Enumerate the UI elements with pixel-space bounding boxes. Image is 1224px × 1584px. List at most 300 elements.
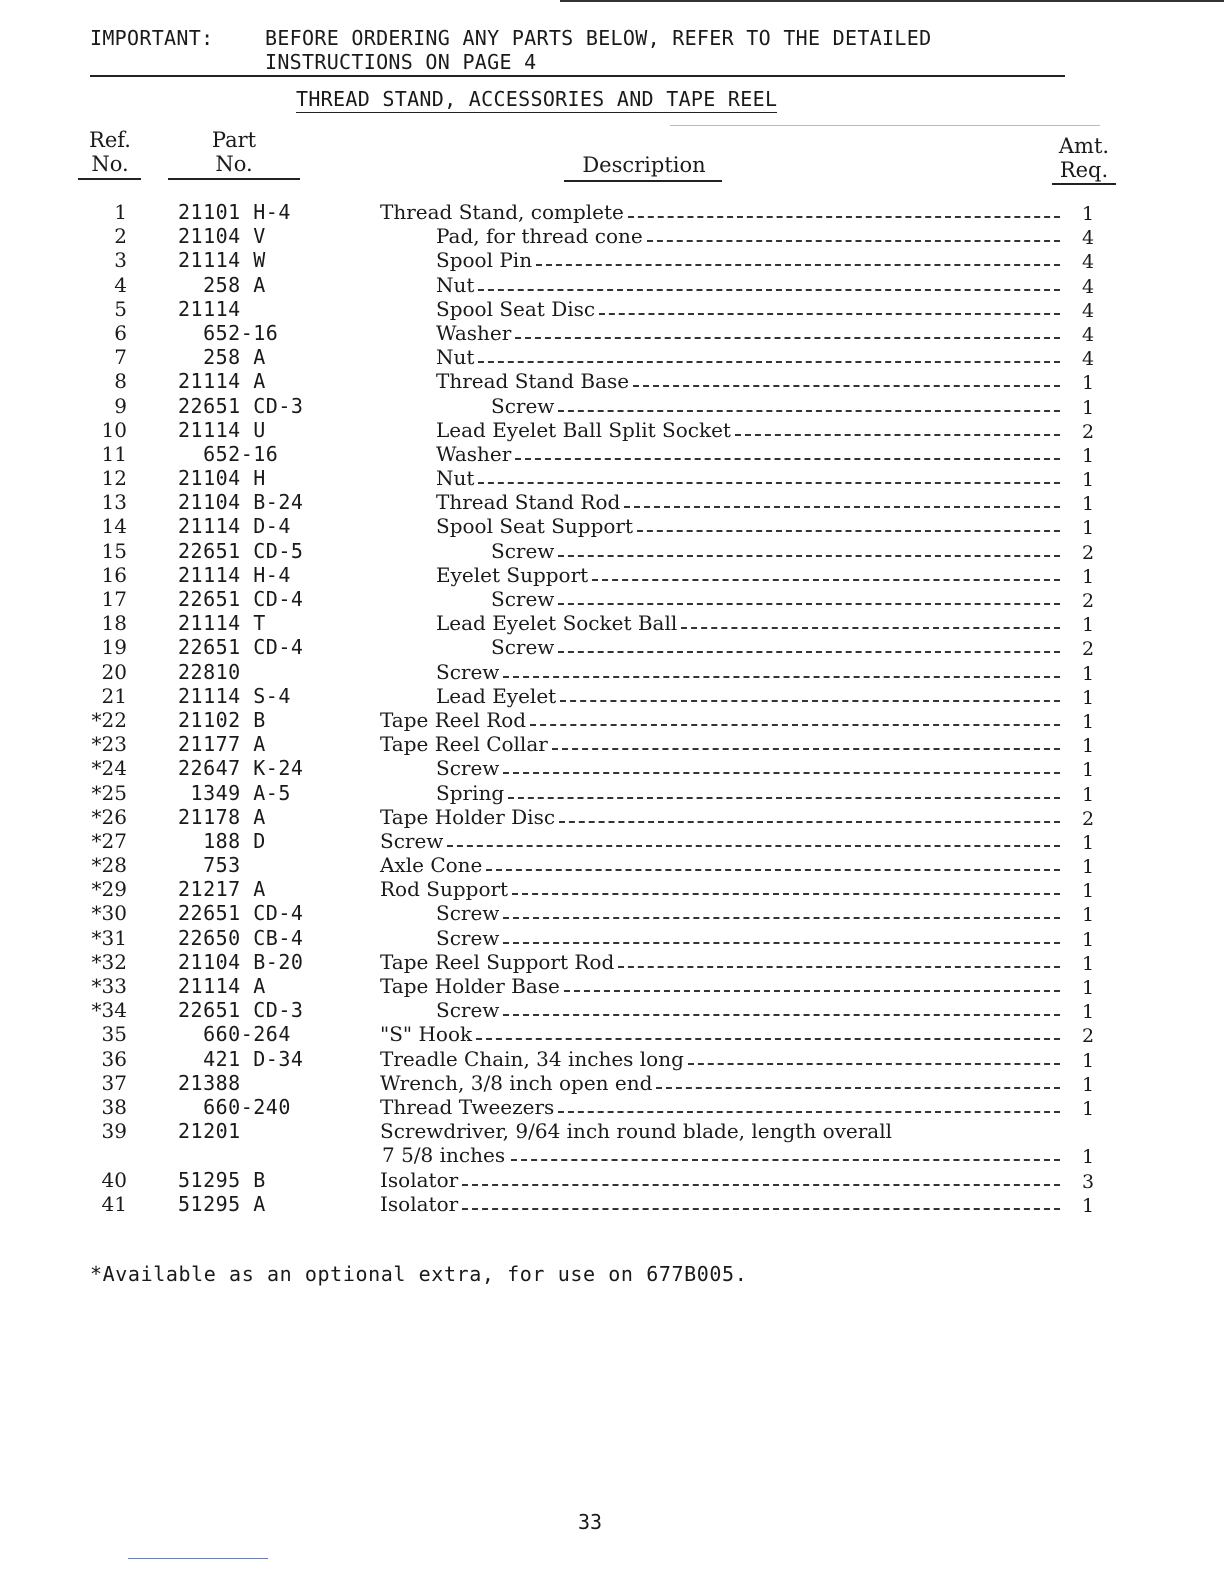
table-row (0, 369, 1224, 393)
ref-number: *34 (91, 998, 127, 1023)
description (380, 708, 1060, 732)
ref-number: 19 (101, 635, 127, 660)
part-number: 21217 A (178, 877, 266, 902)
description-text: Pad, for thread cone (436, 224, 643, 249)
table-row (0, 660, 1224, 684)
amount-required: 1 (1082, 1001, 1095, 1024)
leader-dashes (503, 905, 1060, 919)
ref-number: 5 (114, 296, 127, 321)
top-edge-rule (560, 0, 1224, 2)
ref-number: *24 (91, 756, 127, 781)
amount-required: 1 (1082, 759, 1095, 782)
leader-dashes (637, 518, 1060, 532)
ref-number: 4 (114, 272, 127, 297)
leader-dashes (558, 543, 1060, 557)
description-text: Tape Reel Rod (380, 707, 527, 732)
amount-required: 1 (1082, 1194, 1095, 1217)
description-text: Nut (436, 466, 475, 491)
table-row (0, 756, 1224, 780)
part-number: 21177 A (178, 732, 266, 757)
amount-required: 1 (1082, 710, 1095, 733)
amount-required: 1 (1082, 444, 1095, 467)
header-ref-no (78, 128, 142, 176)
description (380, 200, 1060, 224)
description (491, 635, 1060, 659)
table-row (0, 394, 1224, 418)
description (380, 1192, 1060, 1216)
description-text: Wrench, 3/8 inch open end (380, 1070, 653, 1095)
table-row (0, 1119, 1224, 1167)
table-row (0, 200, 1224, 224)
description (436, 563, 1060, 587)
faint-divider (670, 125, 1100, 126)
description (436, 514, 1060, 538)
part-number: 21104 B-24 (178, 490, 304, 515)
amount-required: 1 (1082, 1073, 1095, 1096)
description-text: Screw (436, 756, 500, 781)
part-number: 21114 S-4 (178, 683, 291, 708)
table-row (0, 345, 1224, 369)
description (436, 611, 1060, 635)
leader-dashes (647, 228, 1060, 242)
ref-number: 12 (101, 466, 127, 491)
leader-dashes (558, 1099, 1060, 1113)
leader-dashes (558, 398, 1060, 412)
description (380, 877, 1060, 901)
part-number: 21104 H (178, 466, 266, 491)
description-text: Thread Tweezers (380, 1094, 555, 1119)
description-continued (382, 1143, 1060, 1167)
amount-required: 1 (1082, 1049, 1095, 1072)
ref-number: 3 (114, 248, 127, 273)
table-row (0, 539, 1224, 563)
table-row (0, 1022, 1224, 1046)
description-continued-text: 7 5/8 inches (382, 1143, 506, 1168)
amount-required: 1 (1082, 880, 1095, 903)
header-amt-req (1050, 134, 1118, 182)
amount-required: 1 (1082, 396, 1095, 419)
leader-dashes (476, 1026, 1060, 1040)
description-text: "S" Hook (380, 1022, 473, 1047)
table-row (0, 1071, 1224, 1095)
header-part-no (168, 128, 300, 176)
table-row (0, 950, 1224, 974)
table-row (0, 1047, 1224, 1071)
description (436, 345, 1060, 369)
description-text: Lead Eyelet (436, 683, 557, 708)
amount-required: 2 (1082, 590, 1095, 612)
description (380, 853, 1060, 877)
table-row (0, 1192, 1224, 1216)
table-row (0, 1095, 1224, 1119)
ref-number: 16 (101, 562, 127, 587)
table-row (0, 974, 1224, 998)
table-row (0, 998, 1224, 1022)
table-row (0, 514, 1224, 538)
bottom-rule (128, 1558, 268, 1559)
description-text: Eyelet Support (436, 562, 589, 587)
part-number: 21114 U (178, 417, 266, 442)
ref-number: 2 (114, 224, 127, 249)
description (436, 248, 1060, 272)
description (436, 273, 1060, 297)
amount-required: 1 (1082, 1097, 1095, 1120)
description-text: Nut (436, 272, 475, 297)
ref-number: *33 (91, 974, 127, 998)
description-text: Washer (436, 320, 512, 345)
description (491, 539, 1060, 563)
part-number: 22647 K-24 (178, 756, 304, 781)
ref-number: *23 (91, 732, 127, 757)
leader-dashes (628, 204, 1060, 218)
ref-number: 21 (101, 683, 127, 708)
leader-dashes (478, 277, 1060, 291)
amount-required: 1 (1082, 565, 1095, 588)
ref-number: 13 (101, 490, 127, 515)
table-row (0, 587, 1224, 611)
footnote: *Available as an optional extra, for use on 677B005. (90, 1262, 748, 1286)
leader-dashes (503, 664, 1060, 678)
amount-required: 4 (1082, 348, 1095, 371)
ref-number: *31 (91, 925, 127, 950)
leader-dashes (552, 736, 1060, 750)
table-row (0, 466, 1224, 490)
table-row (0, 224, 1224, 248)
leader-dashes (478, 470, 1060, 484)
leader-dashes (559, 809, 1060, 823)
description (380, 805, 1060, 829)
leader-dashes (478, 349, 1060, 363)
description (436, 660, 1060, 684)
header-part-underline (168, 178, 300, 180)
table-row (0, 708, 1224, 732)
description-text: Isolator (380, 1167, 459, 1192)
part-number: 22651 CD-3 (178, 998, 304, 1023)
leader-dashes (486, 857, 1060, 871)
leader-dashes (447, 833, 1060, 847)
description (436, 224, 1060, 248)
description-text: Screw (491, 635, 555, 660)
table-row (0, 297, 1224, 321)
description-text: Thread Stand, complete (380, 200, 624, 224)
amount-required: 1 (1082, 469, 1095, 492)
description-text: Thread Stand Base (436, 369, 630, 394)
description-text: Washer (436, 441, 512, 466)
description (380, 829, 1060, 853)
leader-dashes (618, 954, 1060, 968)
amount-required: 4 (1082, 299, 1095, 322)
part-number: 51295 B (178, 1167, 266, 1192)
part-number: 21104 B-20 (178, 949, 304, 974)
leader-dashes (530, 712, 1060, 726)
ref-number: 36 (101, 1046, 127, 1071)
table-row (0, 321, 1224, 345)
part-number: 22651 CD-4 (178, 587, 304, 611)
leader-dashes (558, 591, 1060, 605)
part-number: 258 A (178, 345, 266, 370)
amount-required: 1 (1082, 662, 1095, 685)
description (436, 490, 1060, 514)
description (436, 369, 1060, 393)
header-description (564, 153, 724, 177)
table-row (0, 248, 1224, 272)
header-ref-underline (78, 178, 141, 180)
description-text: Tape Reel Collar (380, 732, 548, 757)
leader-dashes (560, 688, 1060, 702)
table-row (0, 418, 1224, 442)
amount-required: 2 (1082, 1025, 1095, 1048)
leader-dashes (735, 422, 1060, 436)
description (380, 1168, 1060, 1192)
description-text: Screw (436, 925, 500, 950)
part-number: 21114 (178, 296, 241, 321)
description (436, 418, 1060, 442)
amount-required: 1 (1082, 977, 1095, 999)
amount-required: 1 (1082, 735, 1095, 758)
header-amt-underline (1052, 183, 1116, 185)
header-part-line2: No. (215, 152, 253, 176)
description-text: Axle Cone (380, 853, 483, 878)
ref-number: 39 (101, 1119, 127, 1144)
ref-number: 18 (101, 611, 127, 636)
ref-number: 37 (101, 1070, 127, 1095)
amount-required: 4 (1082, 251, 1095, 274)
part-number: 258 A (178, 272, 266, 297)
ref-number: *32 (91, 949, 127, 974)
part-number: 21114 W (178, 248, 266, 273)
description (380, 732, 1060, 756)
part-number: 22650 CB-4 (178, 925, 304, 950)
ref-number: *29 (91, 877, 127, 902)
amount-required: 1 (1082, 928, 1095, 951)
amount-required: 2 (1082, 541, 1095, 564)
notice-divider (90, 75, 1065, 77)
part-number: 21102 B (178, 707, 266, 732)
part-number: 22651 CD-4 (178, 635, 304, 660)
description (380, 974, 1060, 998)
description (436, 756, 1060, 780)
table-row (0, 877, 1224, 901)
table-row (0, 563, 1224, 587)
ref-number: 10 (101, 417, 127, 442)
header-amt-line2: Req. (1059, 158, 1109, 182)
description-text: Spool Seat Support (436, 514, 634, 539)
description (436, 321, 1060, 345)
description-text: Screw (436, 901, 500, 926)
amount-required: 1 (1082, 831, 1095, 854)
description (491, 587, 1060, 611)
amount-required: 2 (1082, 638, 1095, 661)
leader-dashes (592, 567, 1060, 581)
leader-dashes (624, 494, 1060, 508)
leader-dashes (558, 639, 1060, 653)
header-description-text: Description (582, 153, 706, 177)
description-text: Lead Eyelet Ball Split Socket (436, 417, 731, 442)
description-text: Nut (436, 345, 475, 370)
amount-required: 1 (1082, 783, 1095, 806)
part-number: 22651 CD-3 (178, 393, 304, 418)
parts-table (0, 200, 1224, 1216)
part-number: 660-240 (178, 1094, 291, 1119)
ref-number: *26 (91, 804, 127, 829)
description (436, 297, 1060, 321)
leader-dashes (462, 1196, 1060, 1210)
ref-number: 7 (114, 345, 127, 370)
table-row (0, 901, 1224, 925)
description-text: Screw (491, 587, 555, 611)
description (436, 684, 1060, 708)
header-amt-line1: Amt. (1058, 134, 1110, 158)
ref-number: 8 (114, 369, 127, 394)
description (436, 926, 1060, 950)
table-row (0, 781, 1224, 805)
description (436, 998, 1060, 1022)
header-ref-line2: No. (91, 152, 129, 176)
amount-required: 1 (1082, 686, 1095, 709)
description-text: Spring (436, 780, 505, 805)
leader-dashes (656, 1075, 1060, 1089)
ref-number: *22 (91, 707, 127, 732)
amount-required: 1 (1082, 856, 1095, 879)
amount-required: 4 (1082, 323, 1095, 346)
table-row (0, 805, 1224, 829)
ref-number: 11 (101, 441, 127, 466)
section-title: THREAD STAND, ACCESSORIES AND TAPE REEL (296, 87, 778, 111)
description-text: Thread Stand Rod (436, 490, 621, 515)
table-row (0, 684, 1224, 708)
description-text: Screw (491, 538, 555, 563)
header-description-underline (564, 180, 722, 182)
part-number: 22651 CD-5 (178, 538, 304, 563)
ref-number: 35 (101, 1022, 127, 1047)
description (436, 442, 1060, 466)
part-number: 22810 (178, 659, 241, 684)
part-number: 21114 H-4 (178, 562, 291, 587)
description-text: Spool Pin (436, 248, 533, 273)
part-number: 21114 D-4 (178, 514, 291, 539)
table-row (0, 442, 1224, 466)
amount-required: 1 (1082, 1146, 1095, 1169)
header-part-line1: Part (211, 128, 257, 152)
part-number: 188 D (178, 828, 266, 853)
leader-dashes (508, 785, 1060, 799)
description (380, 1095, 1060, 1119)
amount-required: 3 (1082, 1170, 1095, 1193)
leader-dashes (515, 325, 1060, 339)
description (436, 781, 1060, 805)
description-text: Screw (436, 659, 500, 684)
table-row (0, 1168, 1224, 1192)
table-row (0, 926, 1224, 950)
ref-number: 41 (101, 1191, 127, 1216)
ref-number: *30 (91, 901, 127, 926)
description (380, 950, 1060, 974)
part-number: 21104 V (178, 224, 266, 249)
leader-dashes (503, 760, 1060, 774)
description-text: Treadle Chain, 34 inches long (380, 1046, 684, 1071)
table-row (0, 829, 1224, 853)
part-number: 21201 (178, 1119, 241, 1144)
part-number: 21178 A (178, 804, 266, 829)
amount-required: 1 (1082, 952, 1095, 975)
important-text-line2: INSTRUCTIONS ON PAGE 4 (265, 50, 537, 74)
leader-dashes (536, 252, 1060, 266)
description (491, 394, 1060, 418)
amount-required: 1 (1082, 372, 1095, 395)
ref-number: *28 (91, 853, 127, 878)
description-text: Tape Holder Base (380, 974, 560, 998)
leader-dashes (564, 978, 1060, 992)
leader-dashes (503, 930, 1060, 944)
leader-dashes (633, 373, 1060, 387)
description-text: Isolator (380, 1191, 459, 1216)
description-text: Tape Reel Support Rod (380, 949, 615, 974)
description (380, 1022, 1060, 1046)
leader-dashes (599, 301, 1060, 315)
important-label: IMPORTANT: (90, 26, 214, 50)
ref-number: *25 (91, 780, 127, 805)
description (436, 901, 1060, 925)
description-text: Rod Support (380, 877, 509, 902)
part-number: 652-16 (178, 441, 279, 466)
table-row (0, 490, 1224, 514)
ref-number: 20 (101, 659, 127, 684)
part-number: 21388 (178, 1070, 241, 1095)
amount-required: 1 (1082, 493, 1095, 516)
amount-required: 2 (1082, 807, 1095, 830)
description: Screwdriver, 9/64 inch round blade, length overall (380, 1119, 893, 1144)
part-number: 660-264 (178, 1022, 291, 1047)
part-number: 21114 A (178, 974, 266, 998)
part-number: 1349 A-5 (178, 780, 291, 805)
header-ref-line1: Ref. (89, 128, 131, 152)
description (380, 1047, 1060, 1071)
ref-number: 38 (101, 1094, 127, 1119)
amount-required: 2 (1082, 420, 1095, 443)
amount-required: 1 (1082, 904, 1095, 927)
part-number: 652-16 (178, 320, 279, 345)
ref-number: 14 (101, 514, 127, 539)
description-text: Lead Eyelet Socket Ball (436, 611, 678, 636)
ref-number: *27 (91, 828, 127, 853)
leader-dashes (515, 446, 1060, 460)
table-row (0, 635, 1224, 659)
description-text: Spool Seat Disc (436, 296, 596, 321)
leader-dashes (462, 1172, 1060, 1186)
ref-number: 1 (114, 200, 127, 224)
ref-number: 15 (101, 538, 127, 563)
amount-required: 1 (1082, 203, 1095, 225)
table-row (0, 273, 1224, 297)
description-text: Screw (491, 393, 555, 418)
description-text: Screw (380, 828, 444, 853)
leader-dashes (681, 615, 1060, 629)
description-text: Tape Holder Disc (380, 804, 556, 829)
important-text-line1: BEFORE ORDERING ANY PARTS BELOW, REFER TO THE DETAILED (265, 26, 932, 50)
ref-number: 17 (101, 587, 127, 611)
leader-dashes (512, 881, 1060, 895)
ref-number: 6 (114, 320, 127, 345)
table-row (0, 611, 1224, 635)
amount-required: 4 (1082, 227, 1095, 250)
part-number: 51295 A (178, 1191, 266, 1216)
amount-required: 1 (1082, 614, 1095, 637)
part-number: 753 (178, 853, 241, 878)
description (436, 466, 1060, 490)
part-number: 21101 H-4 (178, 200, 291, 224)
amount-required: 4 (1082, 275, 1095, 298)
description (380, 1071, 1060, 1095)
